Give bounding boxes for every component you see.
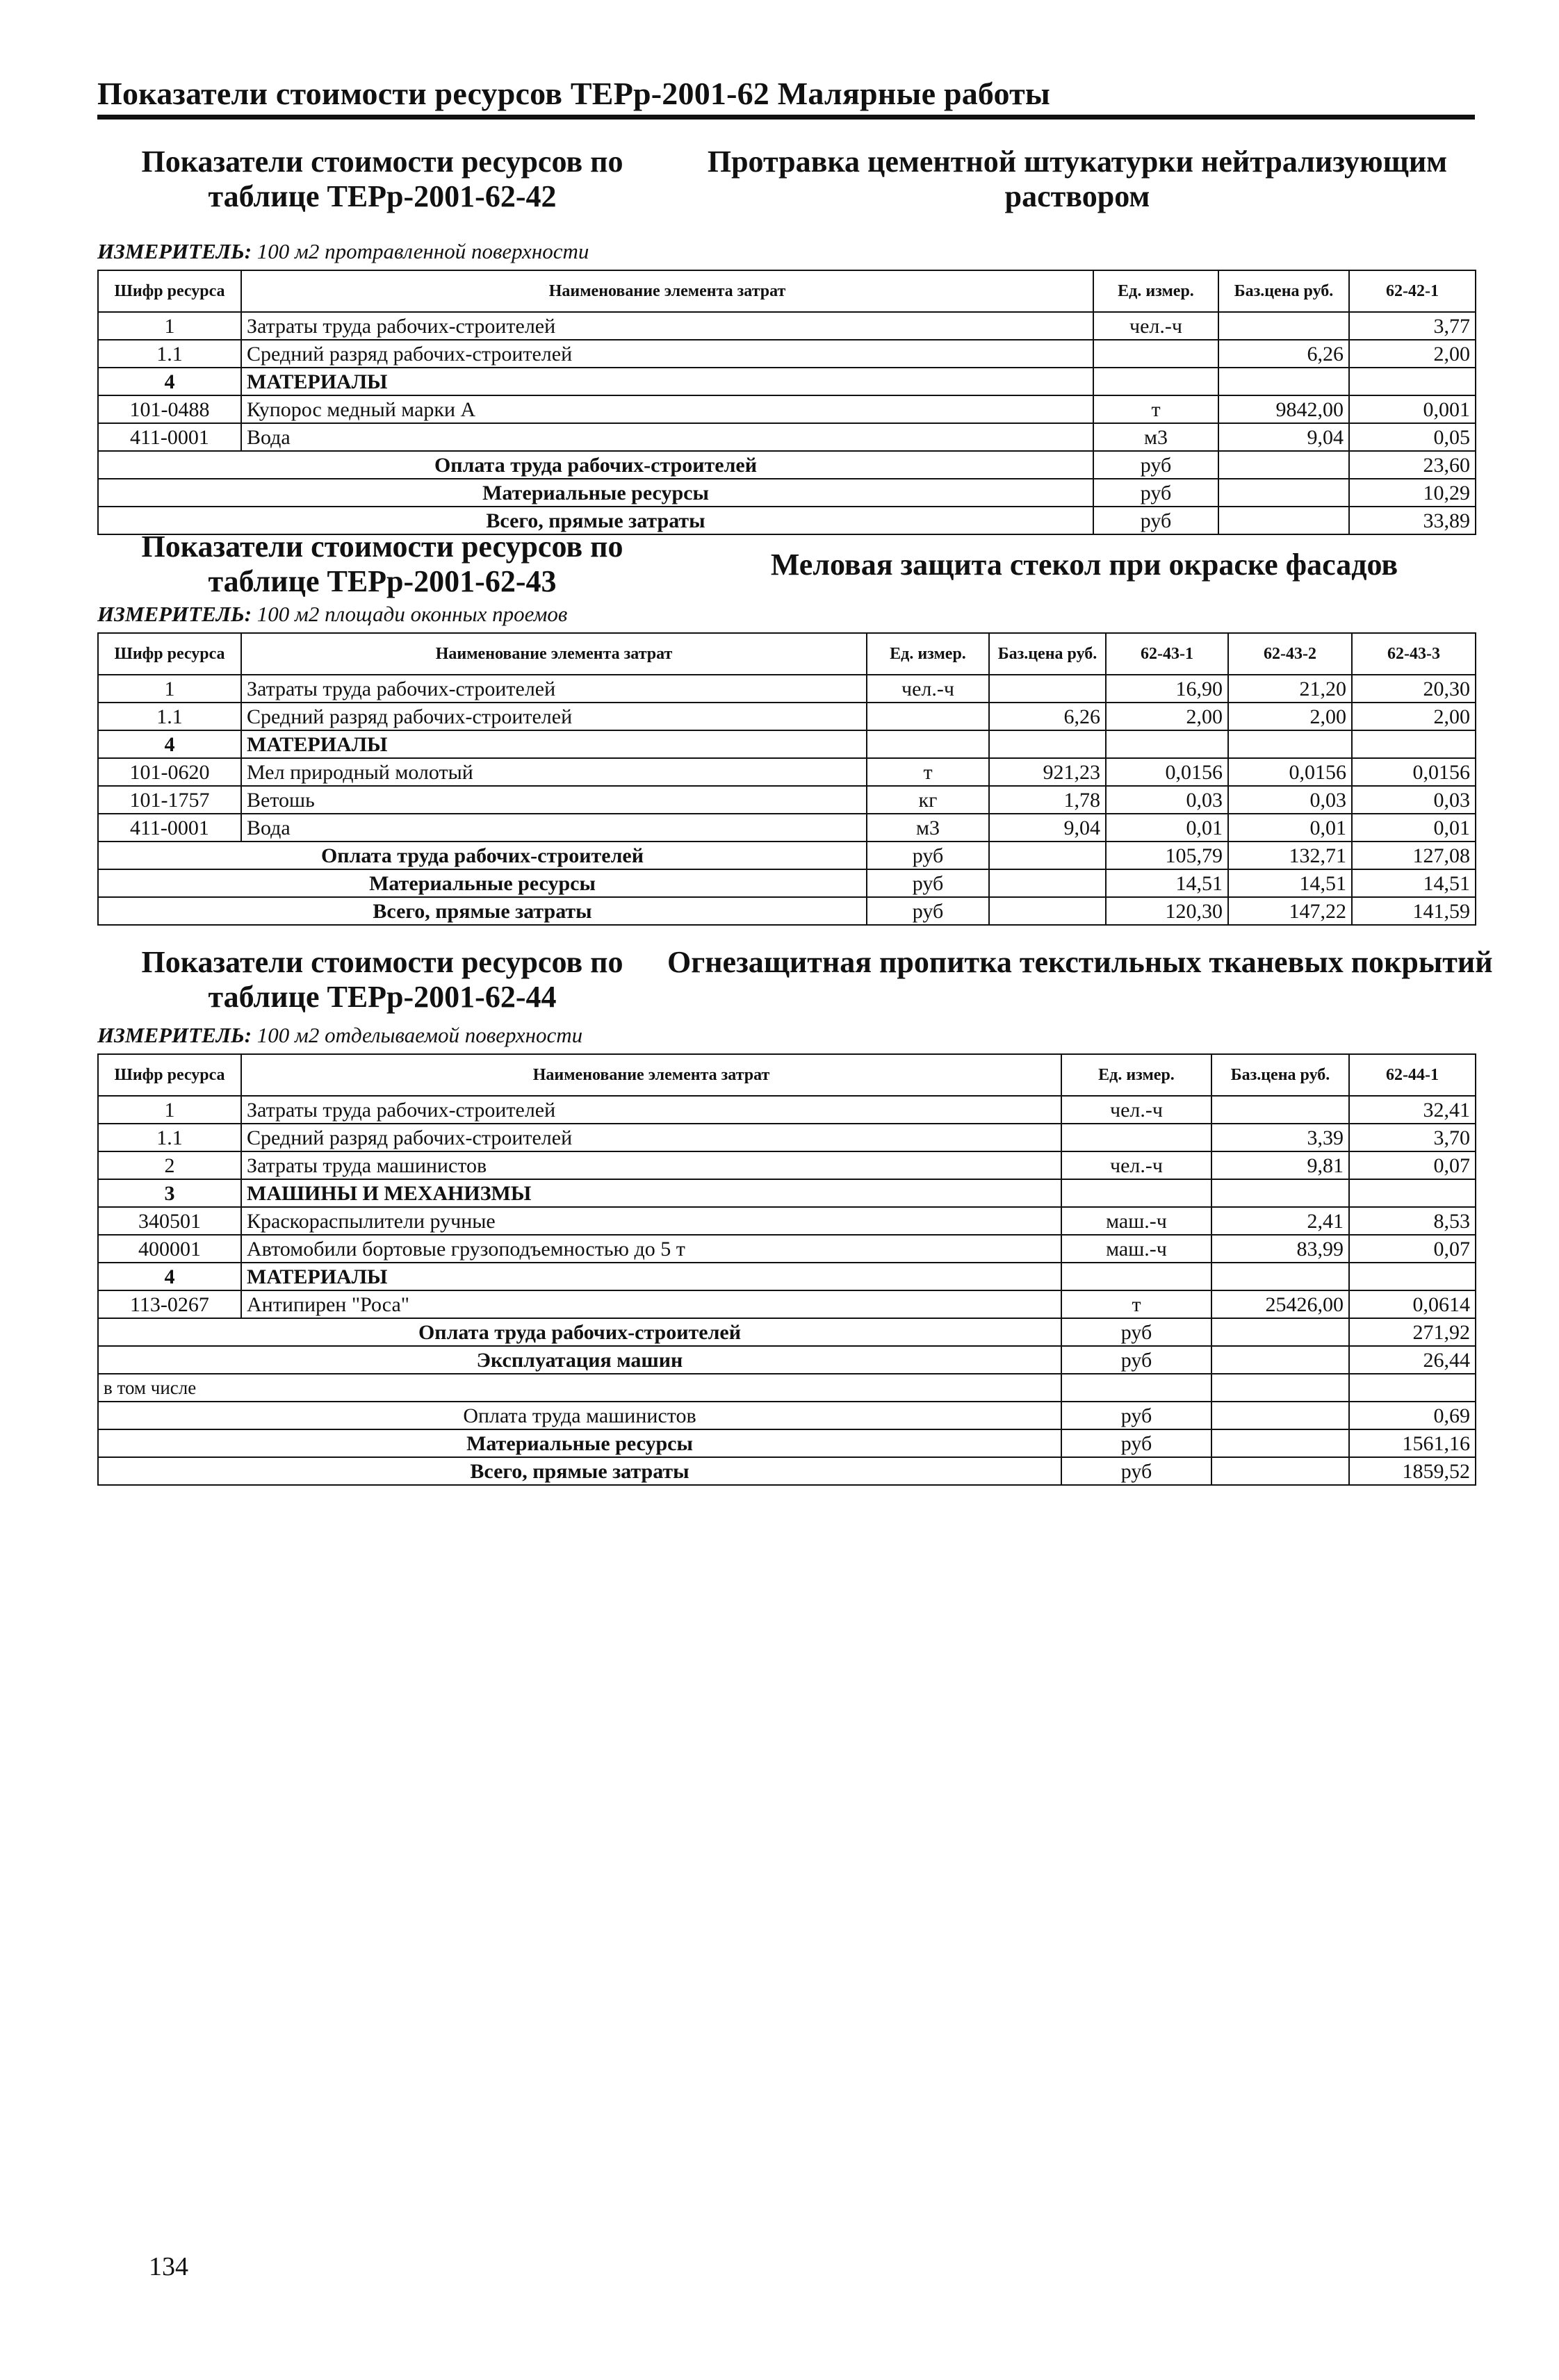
price-cell (1211, 1179, 1349, 1207)
column-header-code: Шифр ресурса (98, 633, 241, 675)
resource-code-cell: 1.1 (98, 1124, 241, 1151)
resource-code-cell: 2 (98, 1151, 241, 1179)
total-value-cell: 120,30 (1106, 897, 1228, 925)
value-cell: 2,00 (1228, 703, 1352, 730)
total-row (98, 451, 1476, 479)
total-value-cell: 132,71 (1228, 842, 1352, 869)
resource-code-cell: 4 (98, 1263, 241, 1290)
table-row (98, 786, 1476, 814)
price-cell (989, 869, 1106, 897)
column-header-unit: Ед. измер. (1093, 270, 1218, 312)
table-row (98, 1207, 1476, 1235)
table-title: Показатели стоимости ресурсов по таблице ТЕРр-2001-62-42 (141, 145, 623, 213)
price-cell: 6,26 (1218, 340, 1349, 368)
value-cell: 0,01 (1106, 814, 1228, 842)
price-cell (1211, 1402, 1349, 1429)
table-header-row (98, 270, 1476, 312)
total-value-cell (1349, 1374, 1476, 1402)
total-label-cell: Оплата труда рабочих-строителей (98, 1318, 1061, 1346)
total-value-cell: 23,60 (1349, 451, 1476, 479)
price-cell (989, 730, 1106, 758)
price-cell (1211, 1263, 1349, 1290)
table-title: Показатели стоимости ресурсов по таблице ТЕРр-2001-62-43 (141, 530, 623, 598)
unit-cell (1061, 1374, 1211, 1402)
total-value-cell: 14,51 (1228, 869, 1352, 897)
total-value-cell: 0,69 (1349, 1402, 1476, 1429)
total-row (98, 1402, 1476, 1429)
unit-cell (867, 703, 989, 730)
unit-cell: чел.-ч (1061, 1096, 1211, 1124)
table-title: Показатели стоимости ресурсов по таблице ТЕРр-2001-62-44 (141, 945, 623, 1014)
value-cell: 0,03 (1352, 786, 1476, 814)
resource-code-cell: 1 (98, 675, 241, 703)
element-name-cell: Антипирен "Роса" (241, 1290, 1061, 1318)
column-header-value: 62-43-3 (1352, 633, 1476, 675)
resource-code-cell: 113-0267 (98, 1290, 241, 1318)
total-row (98, 842, 1476, 869)
value-cell: 0,05 (1349, 423, 1476, 451)
value-cell: 0,0614 (1349, 1290, 1476, 1318)
element-name-cell: Средний разряд рабочих-строителей (241, 703, 867, 730)
value-cell: 0,03 (1106, 786, 1228, 814)
cost-table (97, 270, 1476, 535)
resource-code-cell: 3 (98, 1179, 241, 1207)
value-cell (1228, 730, 1352, 758)
unit-cell: маш.-ч (1061, 1235, 1211, 1263)
unit-cell (1061, 1179, 1211, 1207)
measure-label: ИЗМЕРИТЕЛЬ: (97, 239, 252, 263)
table-row (98, 703, 1476, 730)
price-cell: 9,04 (989, 814, 1106, 842)
value-cell (1352, 730, 1476, 758)
price-cell: 9,81 (1211, 1151, 1349, 1179)
unit-cell: чел.-ч (1093, 312, 1218, 340)
unit-cell: руб (867, 897, 989, 925)
price-cell (1211, 1429, 1349, 1457)
unit-cell: руб (1061, 1318, 1211, 1346)
measure-value: 100 м2 отделываемой поверхности (256, 1023, 583, 1047)
element-name-cell: Вода (241, 423, 1093, 451)
price-cell: 2,41 (1211, 1207, 1349, 1235)
value-cell: 8,53 (1349, 1207, 1476, 1235)
total-value-cell: 14,51 (1106, 869, 1228, 897)
value-cell: 2,00 (1349, 340, 1476, 368)
value-cell: 2,00 (1106, 703, 1228, 730)
column-header-value: 62-42-1 (1349, 270, 1476, 312)
total-label-cell: Всего, прямые затраты (98, 1457, 1061, 1485)
column-header-price: Баз.цена руб. (989, 633, 1106, 675)
total-row (98, 897, 1476, 925)
total-value-cell: 127,08 (1352, 842, 1476, 869)
unit-cell: чел.-ч (1061, 1151, 1211, 1179)
unit-cell: руб (1061, 1402, 1211, 1429)
cost-table (97, 632, 1476, 926)
cost-table (97, 1053, 1476, 1486)
resource-code-cell: 4 (98, 730, 241, 758)
price-cell: 921,23 (989, 758, 1106, 786)
resource-code-cell: 1 (98, 1096, 241, 1124)
value-cell: 0,001 (1349, 395, 1476, 423)
table-row (98, 814, 1476, 842)
value-cell: 20,30 (1352, 675, 1476, 703)
table-row (98, 1235, 1476, 1263)
total-label-cell: Материальные ресурсы (98, 479, 1093, 507)
table-row (98, 1124, 1476, 1151)
value-cell: 0,0156 (1106, 758, 1228, 786)
column-header-value: 62-43-2 (1228, 633, 1352, 675)
element-name-cell: Затраты труда рабочих-строителей (241, 675, 867, 703)
total-label-cell: Оплата труда машинистов (98, 1402, 1061, 1429)
table-row (98, 423, 1476, 451)
page-header: Показатели стоимости ресурсов ТЕРр-2001-62 Малярные работы (97, 75, 1475, 120)
column-header-name: Наименование элемента затрат (241, 1054, 1061, 1096)
column-header-code: Шифр ресурса (98, 1054, 241, 1096)
section-62-44 (97, 945, 1493, 1486)
price-cell (1218, 312, 1349, 340)
measure-value: 100 м2 площади оконных проемов (256, 602, 568, 626)
price-cell: 6,26 (989, 703, 1106, 730)
element-name-cell: МАТЕРИАЛЫ (241, 730, 867, 758)
resource-code-cell: 400001 (98, 1235, 241, 1263)
value-cell (1349, 368, 1476, 395)
total-row (98, 1318, 1476, 1346)
section-62-43 (97, 530, 1475, 926)
table-row (98, 1096, 1476, 1124)
total-row (98, 1374, 1476, 1402)
column-header-unit: Ед. измер. (1061, 1054, 1211, 1096)
value-cell (1106, 730, 1228, 758)
unit-cell: м3 (867, 814, 989, 842)
element-name-cell: МАШИНЫ И МЕХАНИЗМЫ (241, 1179, 1061, 1207)
column-header-unit: Ед. измер. (867, 633, 989, 675)
unit-cell: руб (867, 842, 989, 869)
price-cell (989, 675, 1106, 703)
price-cell (1218, 479, 1349, 507)
total-value-cell: 14,51 (1352, 869, 1476, 897)
resource-code-cell: 101-0620 (98, 758, 241, 786)
element-name-cell: Средний разряд рабочих-строителей (241, 1124, 1061, 1151)
total-row (98, 1346, 1476, 1374)
table-row (98, 395, 1476, 423)
unit-cell: м3 (1093, 423, 1218, 451)
price-cell: 9,04 (1218, 423, 1349, 451)
price-cell: 3,39 (1211, 1124, 1349, 1151)
price-cell (1218, 451, 1349, 479)
total-row (98, 479, 1476, 507)
column-header-value: 62-43-1 (1106, 633, 1228, 675)
work-title: Огнезащитная пропитка текстильных тканевых покрытий (667, 945, 1493, 979)
measure-label: ИЗМЕРИТЕЛЬ: (97, 1023, 252, 1047)
element-name-cell: МАТЕРИАЛЫ (241, 1263, 1061, 1290)
unit-cell: руб (1093, 479, 1218, 507)
total-value-cell: 33,89 (1349, 507, 1476, 534)
unit-cell (1093, 368, 1218, 395)
table-row (98, 368, 1476, 395)
total-label-cell: Всего, прямые затраты (98, 507, 1093, 534)
element-name-cell: Купорос медный марки А (241, 395, 1093, 423)
table-row (98, 730, 1476, 758)
unit-cell (1093, 340, 1218, 368)
resource-code-cell: 411-0001 (98, 423, 241, 451)
price-cell: 9842,00 (1218, 395, 1349, 423)
total-value-cell: 271,92 (1349, 1318, 1476, 1346)
page-number: 134 (149, 2252, 188, 2281)
total-row (98, 1429, 1476, 1457)
price-cell (1211, 1374, 1349, 1402)
table-row (98, 340, 1476, 368)
price-cell (1211, 1346, 1349, 1374)
total-row (98, 1457, 1476, 1485)
unit-cell: т (1093, 395, 1218, 423)
section-62-42 (97, 145, 1475, 535)
total-label-cell: Оплата труда рабочих-строителей (98, 451, 1093, 479)
column-header-value: 62-44-1 (1349, 1054, 1476, 1096)
unit-cell: кг (867, 786, 989, 814)
total-value-cell: 141,59 (1352, 897, 1476, 925)
total-row (98, 869, 1476, 897)
table-row (98, 1179, 1476, 1207)
table-row (98, 1263, 1476, 1290)
unit-cell (1061, 1124, 1211, 1151)
element-name-cell: Мел природный молотый (241, 758, 867, 786)
unit-cell: т (1061, 1290, 1211, 1318)
column-header-name: Наименование элемента затрат (241, 633, 867, 675)
total-value-cell: 1561,16 (1349, 1429, 1476, 1457)
unit-cell: маш.-ч (1061, 1207, 1211, 1235)
price-cell (1211, 1457, 1349, 1485)
unit-cell (867, 730, 989, 758)
price-cell (989, 842, 1106, 869)
total-value-cell: 105,79 (1106, 842, 1228, 869)
resource-code-cell: 101-0488 (98, 395, 241, 423)
resource-code-cell: 340501 (98, 1207, 241, 1235)
resource-code-cell: 101-1757 (98, 786, 241, 814)
price-cell (1218, 368, 1349, 395)
total-label-cell: Материальные ресурсы (98, 1429, 1061, 1457)
element-name-cell: Затраты труда рабочих-строителей (241, 312, 1093, 340)
unit-cell: чел.-ч (867, 675, 989, 703)
work-title: Меловая защита стекол при окраске фасадов (770, 548, 1398, 582)
table-row (98, 675, 1476, 703)
column-header-code: Шифр ресурса (98, 270, 241, 312)
unit-cell: т (867, 758, 989, 786)
column-header-price: Баз.цена руб. (1218, 270, 1349, 312)
value-cell: 0,07 (1349, 1235, 1476, 1263)
total-label-cell: Оплата труда рабочих-строителей (98, 842, 867, 869)
table-row (98, 758, 1476, 786)
unit-cell (1061, 1263, 1211, 1290)
value-cell: 3,70 (1349, 1124, 1476, 1151)
resource-code-cell: 1 (98, 312, 241, 340)
element-name-cell: Автомобили бортовые грузоподъемностью до 5 т (241, 1235, 1061, 1263)
resource-code-cell: 4 (98, 368, 241, 395)
table-header-row (98, 633, 1476, 675)
total-value-cell: 1859,52 (1349, 1457, 1476, 1485)
value-cell (1349, 1179, 1476, 1207)
price-cell: 83,99 (1211, 1235, 1349, 1263)
price-cell (1211, 1096, 1349, 1124)
element-name-cell: Ветошь (241, 786, 867, 814)
value-cell: 0,01 (1352, 814, 1476, 842)
resource-code-cell: 411-0001 (98, 814, 241, 842)
value-cell: 16,90 (1106, 675, 1228, 703)
column-header-name: Наименование элемента затрат (241, 270, 1093, 312)
unit-cell: руб (1061, 1429, 1211, 1457)
total-value-cell: 147,22 (1228, 897, 1352, 925)
column-header-price: Баз.цена руб. (1211, 1054, 1349, 1096)
value-cell: 0,0156 (1228, 758, 1352, 786)
resource-code-cell: 1.1 (98, 703, 241, 730)
resource-code-cell: 1.1 (98, 340, 241, 368)
total-label-cell: Материальные ресурсы (98, 869, 867, 897)
price-cell (1211, 1318, 1349, 1346)
value-cell: 21,20 (1228, 675, 1352, 703)
total-value-cell: 26,44 (1349, 1346, 1476, 1374)
value-cell: 0,0156 (1352, 758, 1476, 786)
measure-line (97, 602, 1475, 627)
unit-cell: руб (1061, 1457, 1211, 1485)
price-cell: 1,78 (989, 786, 1106, 814)
total-label-cell: Эксплуатация машин (98, 1346, 1061, 1374)
value-cell: 0,01 (1228, 814, 1352, 842)
element-name-cell: Средний разряд рабочих-строителей (241, 340, 1093, 368)
value-cell: 0,03 (1228, 786, 1352, 814)
total-value-cell: 10,29 (1349, 479, 1476, 507)
total-label-cell: в том числе (98, 1374, 1061, 1402)
unit-cell: руб (1093, 451, 1218, 479)
table-header-row (98, 1054, 1476, 1096)
table-row (98, 1151, 1476, 1179)
measure-value: 100 м2 протравленной поверхности (256, 239, 589, 263)
element-name-cell: Затраты труда рабочих-строителей (241, 1096, 1061, 1124)
price-cell: 25426,00 (1211, 1290, 1349, 1318)
value-cell (1349, 1263, 1476, 1290)
measure-line (97, 1023, 1475, 1048)
unit-cell: руб (1061, 1346, 1211, 1374)
work-title: Протравка цементной штукатурки нейтрализующим раствором (707, 145, 1448, 213)
price-cell (989, 897, 1106, 925)
table-row (98, 312, 1476, 340)
value-cell: 32,41 (1349, 1096, 1476, 1124)
element-name-cell: Вода (241, 814, 867, 842)
unit-cell: руб (1093, 507, 1218, 534)
element-name-cell: Краскораспылители ручные (241, 1207, 1061, 1235)
element-name-cell: Затраты труда машинистов (241, 1151, 1061, 1179)
table-row (98, 1290, 1476, 1318)
measure-label: ИЗМЕРИТЕЛЬ: (97, 602, 252, 626)
value-cell: 0,07 (1349, 1151, 1476, 1179)
unit-cell: руб (867, 869, 989, 897)
value-cell: 3,77 (1349, 312, 1476, 340)
element-name-cell: МАТЕРИАЛЫ (241, 368, 1093, 395)
value-cell: 2,00 (1352, 703, 1476, 730)
measure-line (97, 239, 1475, 264)
total-label-cell: Всего, прямые затраты (98, 897, 867, 925)
